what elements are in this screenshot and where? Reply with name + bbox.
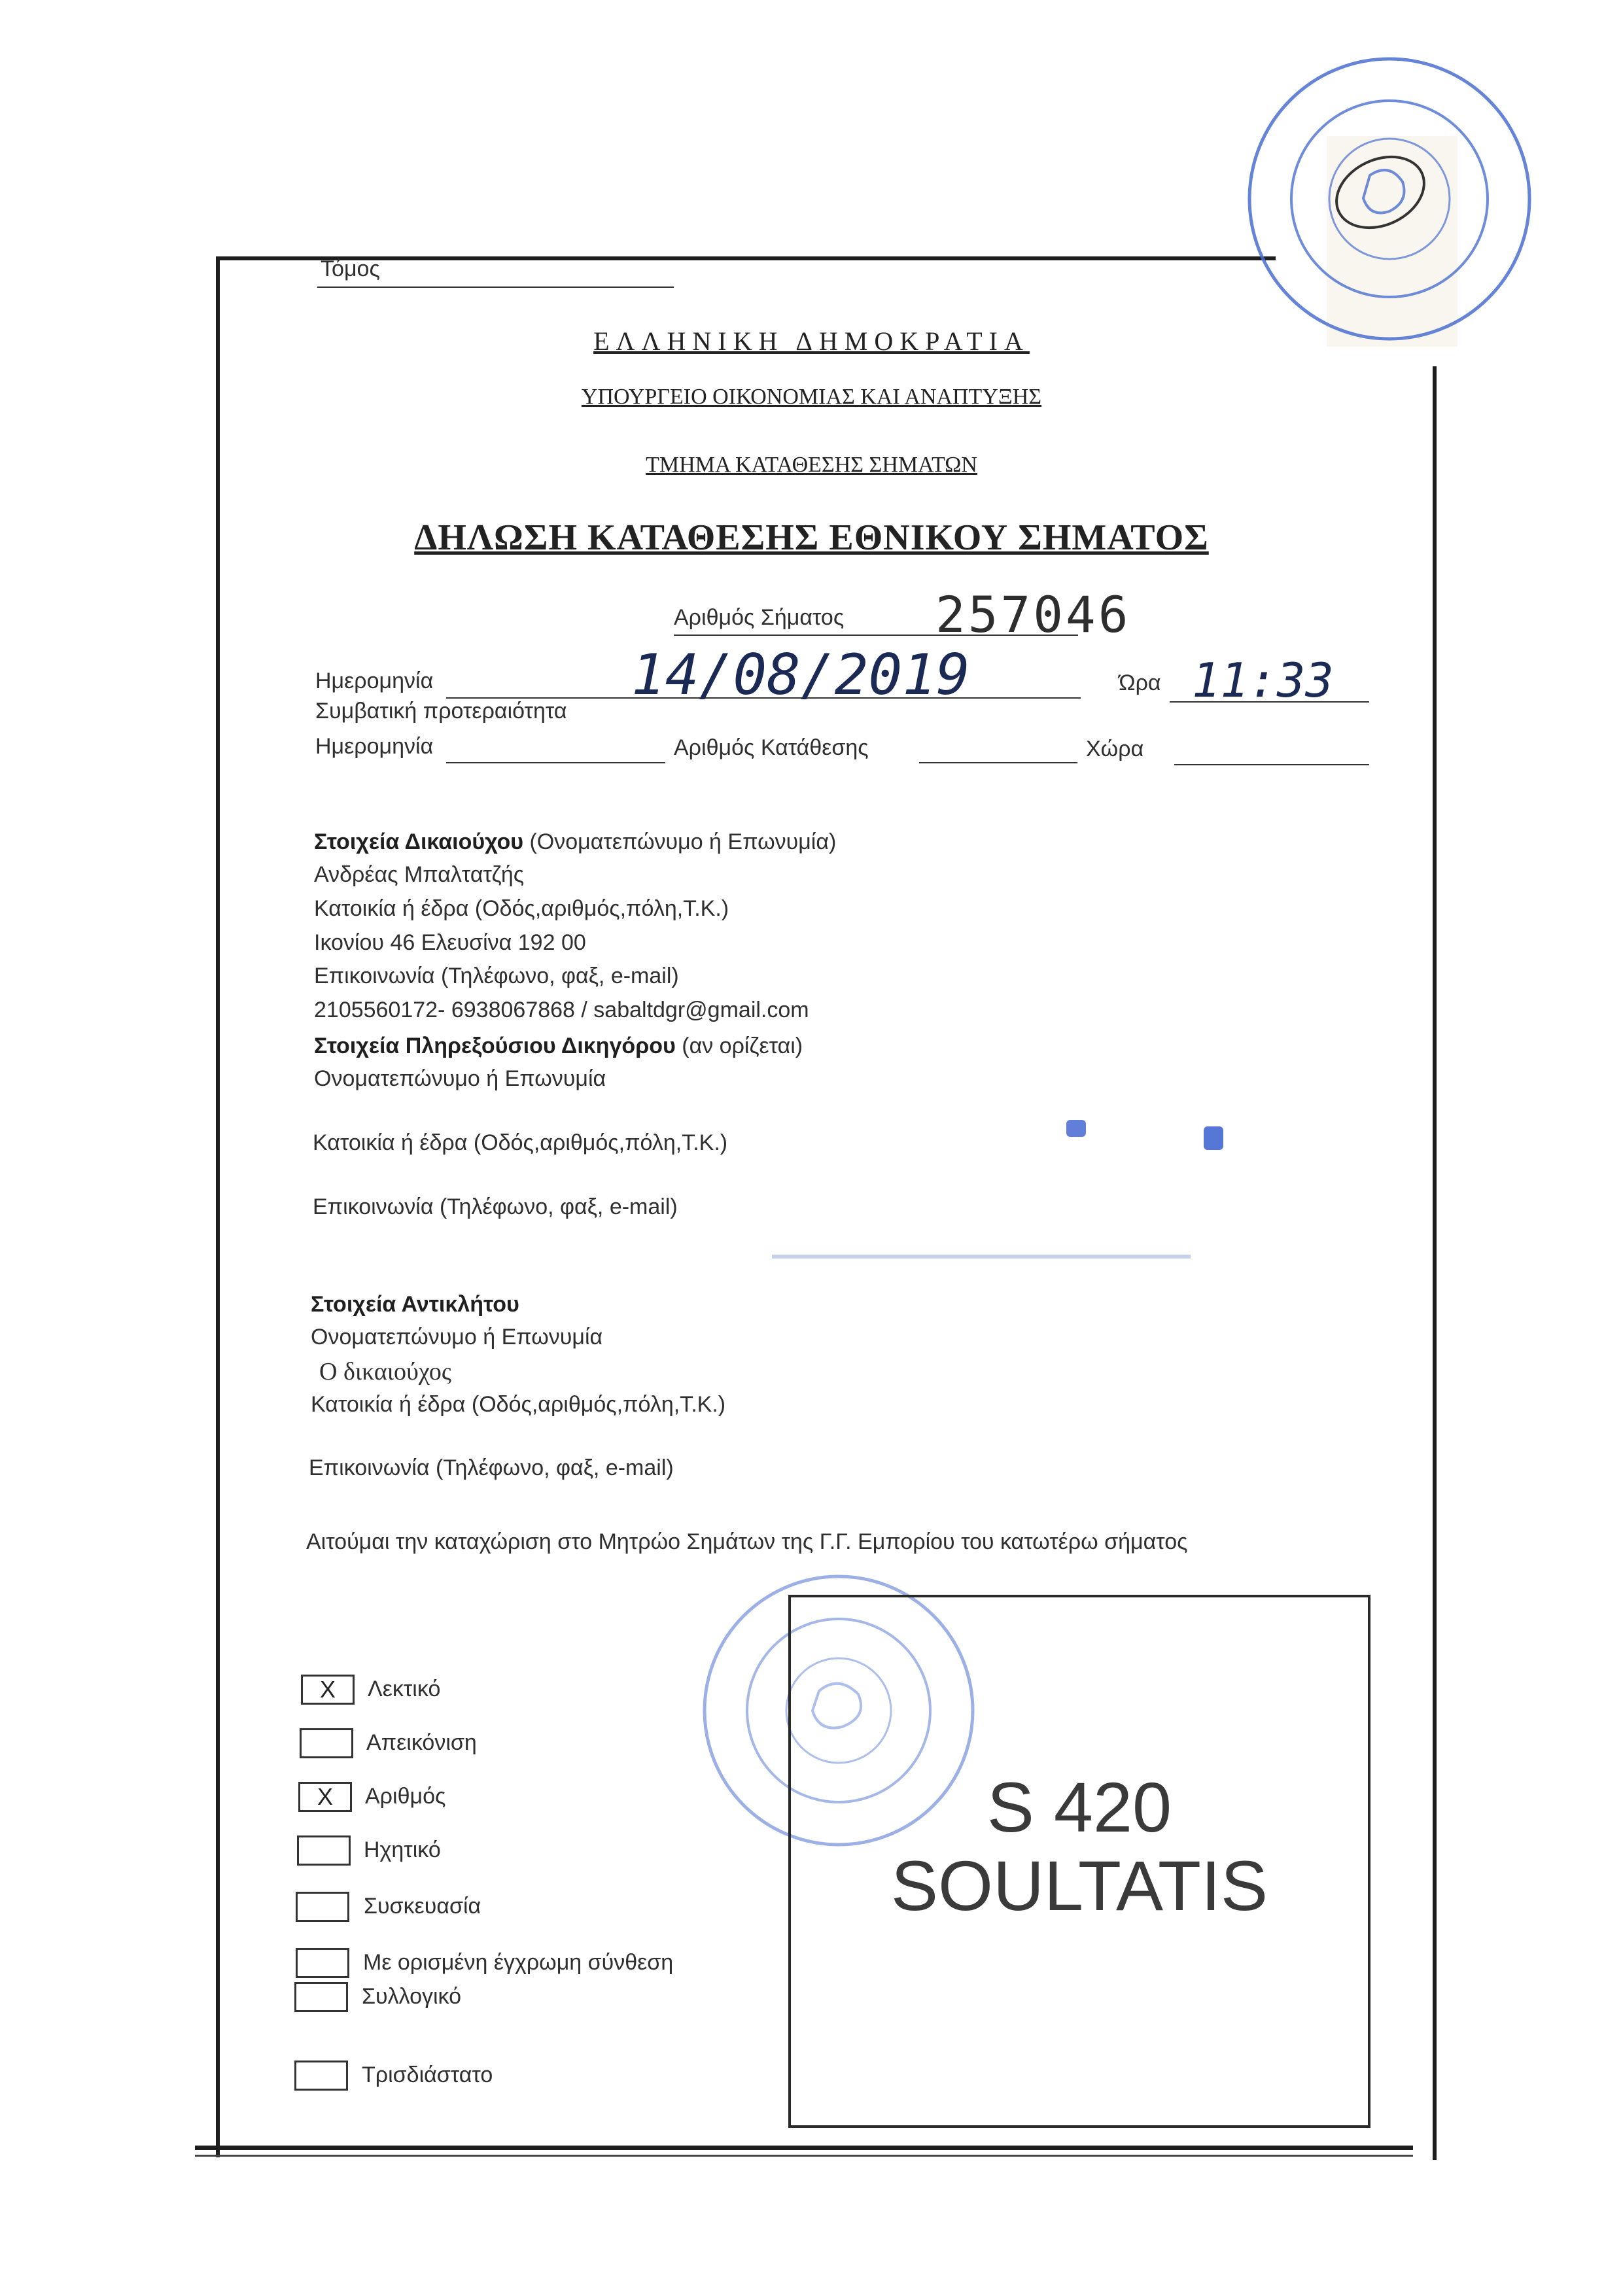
request-text: Αιτούμαι την καταχώριση στο Μητρώο Σημάτων της Γ.Γ. Εμπορίου του κατωτέρω σήματος bbox=[306, 1529, 1188, 1554]
label-collective-mark: Συλλογικό bbox=[362, 1984, 462, 2009]
checkbox-word-mark[interactable]: X bbox=[301, 1675, 355, 1705]
holder-contact: 2105560172- 6938067868 / sabaltdgr@gmail.com bbox=[314, 998, 809, 1022]
correspondent-heading: Στοιχεία Αντικλήτου bbox=[311, 1292, 519, 1317]
holder-contact-label: Επικοινωνία (Τηλέφωνο, φαξ, e-mail) bbox=[314, 964, 679, 988]
country-heading: ΕΛΛΗΝΙΚΗ ΔΗΜΟΚΡΑΤΙΑ bbox=[593, 326, 1030, 356]
country-line bbox=[1174, 764, 1369, 765]
checkbox-figurative-mark[interactable] bbox=[300, 1728, 353, 1758]
label-sound-mark: Ηχητικό bbox=[364, 1837, 441, 1862]
holder-name: Ανδρέας Μπαλτατζής bbox=[314, 862, 525, 887]
checkbox-sound-mark[interactable] bbox=[297, 1835, 351, 1866]
holder-heading-note: (Ονοματεπώνυμο ή Επωνυμία) bbox=[529, 829, 837, 854]
correspondent-contact-label: Επικοινωνία (Τηλέφωνο, φαξ, e-mail) bbox=[309, 1455, 674, 1480]
attorney-heading-note: (αν ορίζεται) bbox=[682, 1034, 803, 1058]
checkbox-collective-mark[interactable] bbox=[294, 1982, 348, 2012]
checkbox-packaging-mark[interactable] bbox=[296, 1892, 349, 1922]
form-border-bottom bbox=[195, 2146, 1413, 2150]
attorney-contact-label: Επικοινωνία (Τηλέφωνο, φαξ, e-mail) bbox=[313, 1194, 678, 1219]
label-packaging-mark: Συσκευασία bbox=[364, 1894, 481, 1919]
official-stamp-top bbox=[1242, 51, 1537, 347]
holder-address: Ικονίου 46 Ελευσίνα 192 00 bbox=[314, 930, 586, 955]
attorney-heading bbox=[314, 1034, 803, 1059]
scan-blemish bbox=[1204, 1126, 1223, 1150]
filing-number-line bbox=[919, 762, 1077, 763]
attorney-heading-text: Στοιχεία Πληρεξούσιου Δικηγόρου bbox=[314, 1034, 676, 1058]
label-3d-mark: Τρισδιάστατο bbox=[362, 2062, 493, 2087]
date-value: 14/08/2019 bbox=[631, 642, 970, 708]
mark-line-1: S 420 bbox=[986, 1767, 1172, 1847]
checkbox-number-mark[interactable]: X bbox=[298, 1782, 352, 1812]
attorney-address-label: Κατοικία ή έδρα (Οδός,αριθμός,πόλη,Τ.Κ.) bbox=[313, 1130, 728, 1155]
correspondent-address-label: Κατοικία ή έδρα (Οδός,αριθμός,πόλη,Τ.Κ.) bbox=[311, 1392, 726, 1417]
form-border-right bbox=[1433, 366, 1437, 2160]
trademark-number-value: 257046 bbox=[935, 585, 1131, 644]
ministry-heading: ΥΠΟΥΡΓΕΙΟ ΟΙΚΟΝΟΜΙΑΣ ΚΑΙ ΑΝΑΠΤΥΞΗΣ bbox=[581, 385, 1042, 409]
label-number-mark: Αριθμός bbox=[365, 1784, 446, 1809]
checkbox-3d-mark[interactable] bbox=[294, 2061, 348, 2091]
holder-heading bbox=[314, 829, 836, 855]
time-value: 11:33 bbox=[1192, 653, 1334, 708]
priority-date-label: Ημερομηνία bbox=[315, 734, 434, 759]
attorney-name-label: Ονοματεπώνυμο ή Επωνυμία bbox=[314, 1066, 606, 1091]
page-title: ΔΗΛΩΣΗ ΚΑΤΑΘΕΣΗΣ ΕΘΝΙΚΟΥ ΣΗΜΑΤΟΣ bbox=[414, 517, 1209, 558]
checkbox-color-mark[interactable] bbox=[296, 1948, 349, 1978]
volume-line bbox=[317, 287, 674, 288]
correspondent-name-label: Ονοματεπώνυμο ή Επωνυμία bbox=[311, 1325, 603, 1349]
department-heading: ΤΜΗΜΑ ΚΑΤΑΘΕΣΗΣ ΣΗΜΑΤΩΝ bbox=[646, 453, 977, 477]
country-label: Χώρα bbox=[1086, 737, 1144, 761]
priority-date-line bbox=[446, 762, 665, 763]
date-label: Ημερομηνία bbox=[315, 669, 434, 693]
label-word-mark: Λεκτικό bbox=[368, 1677, 441, 1701]
volume-label: Τόμος bbox=[321, 256, 380, 281]
correspondent-name: Ο δικαιούχος bbox=[319, 1358, 451, 1385]
filing-number-label: Αριθμός Κατάθεσης bbox=[674, 735, 869, 760]
form-border-bottom-inner bbox=[195, 2155, 1413, 2157]
label-color-mark: Με ορισμένη έγχρωμη σύνθεση bbox=[363, 1950, 674, 1975]
holder-heading-text: Στοιχεία Δικαιούχου bbox=[314, 829, 524, 854]
scan-blemish bbox=[1066, 1120, 1086, 1137]
priority-label: Συμβατική προτεραιότητα bbox=[315, 699, 567, 723]
mark-line-2: SOULTATIS bbox=[890, 1846, 1268, 1925]
holder-address-label: Κατοικία ή έδρα (Οδός,αριθμός,πόλη,Τ.Κ.) bbox=[314, 896, 729, 921]
scan-blemish bbox=[772, 1255, 1191, 1259]
label-figurative-mark: Απεικόνιση bbox=[366, 1730, 477, 1755]
time-label: Ώρα bbox=[1119, 670, 1161, 695]
trademark-number-label: Αριθμός Σήματος bbox=[674, 605, 845, 630]
